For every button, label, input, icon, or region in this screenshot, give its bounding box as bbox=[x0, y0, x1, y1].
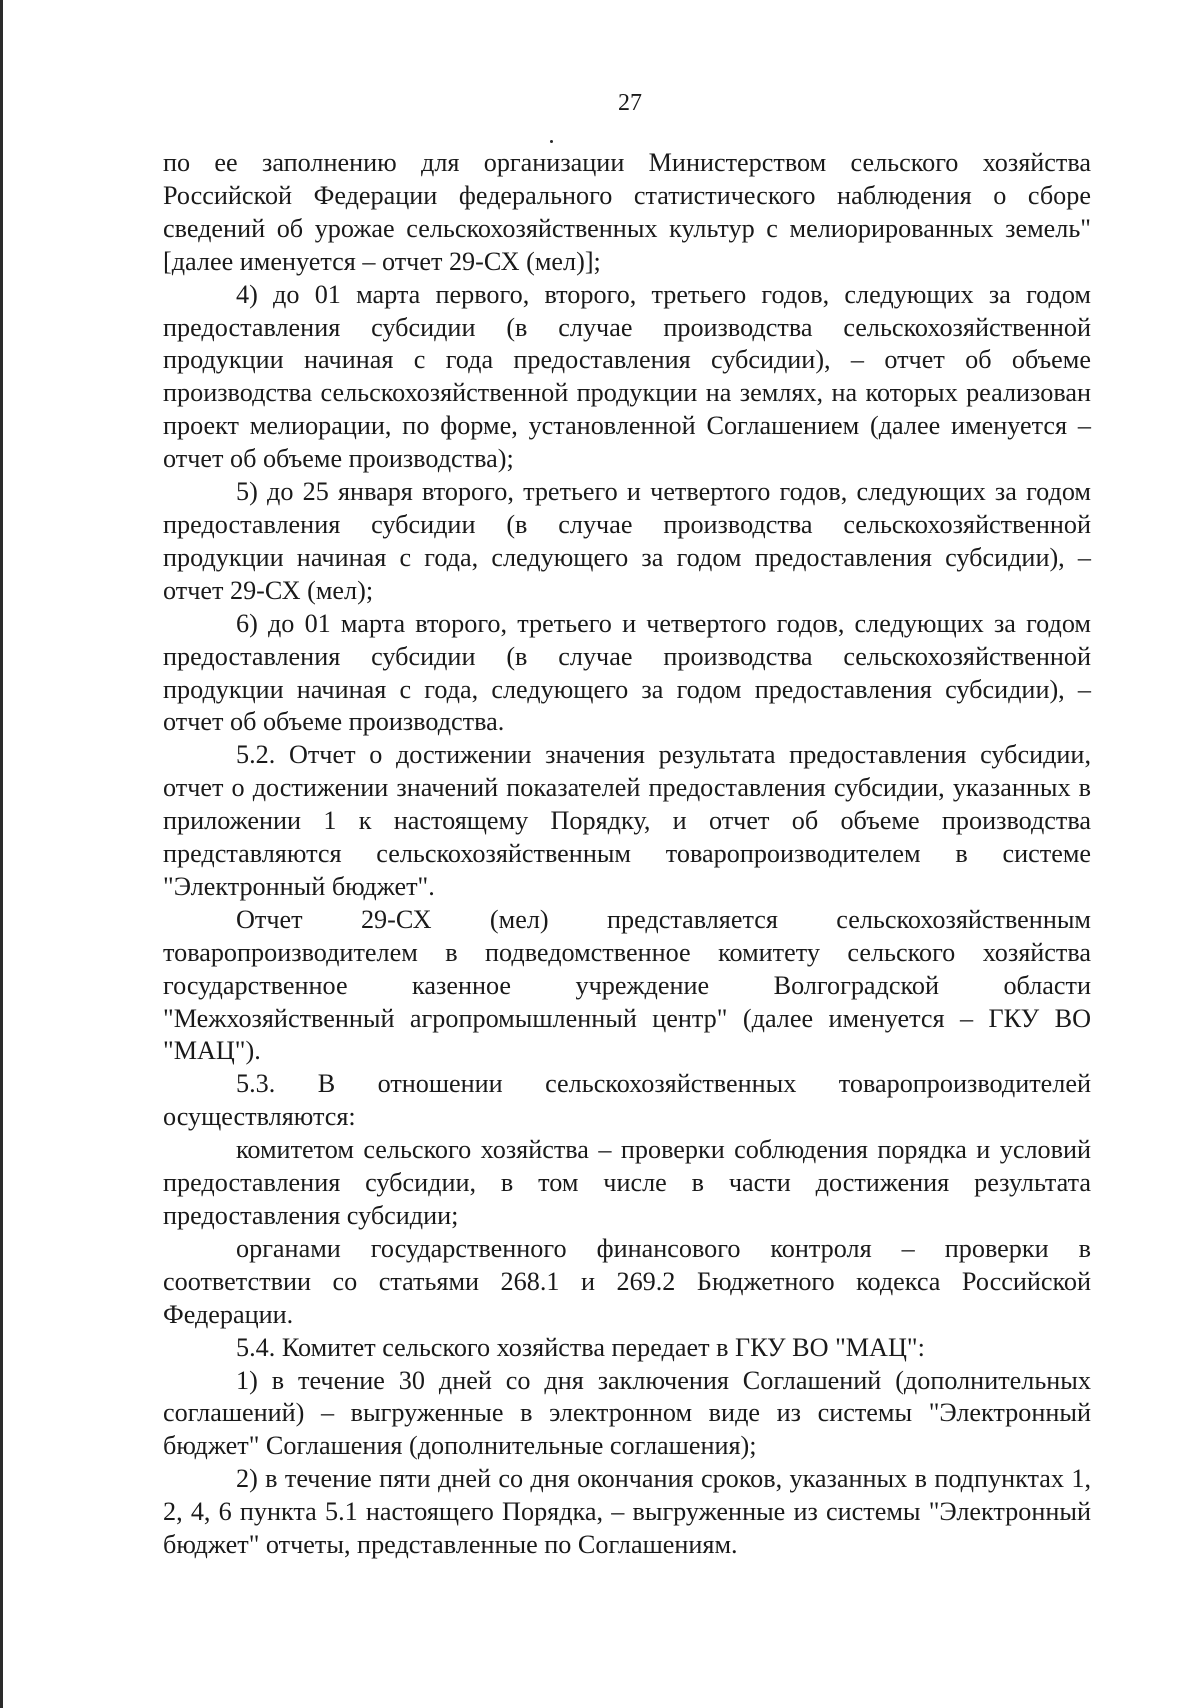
text-line: сельскохозяйственной продукции начиная с года, следующего за годом bbox=[163, 509, 1092, 572]
paragraph-5-4-item-1 bbox=[163, 1365, 1091, 1464]
text-line: предоставления субсидии), – отчет 29-СХ (мел); bbox=[163, 542, 1091, 605]
text-line: "Электронный бюджет" Соглашения (дополнительные соглашения); bbox=[163, 1398, 1092, 1461]
text-line: и условий предоставления субсидии, в том числе в части достижения bbox=[163, 1135, 1091, 1198]
text-line: 2) в течение пяти дней со дня окончания сроков, указанных bbox=[236, 1464, 908, 1494]
paragraph-item-6 bbox=[163, 608, 1091, 740]
paragraph-committee-checks bbox=[163, 1134, 1091, 1233]
text-line: по Соглашениям. bbox=[544, 1530, 738, 1560]
text-line: сведений об урожае сельскохозяйственных культур с мелиорированных bbox=[163, 213, 994, 243]
text-line: 5) до 25 января второго, третьего и четвертого годов, следующих bbox=[236, 477, 986, 507]
scan-speck bbox=[550, 140, 553, 143]
text-line: на которых реализован проект мелиорации, по форме, установленной bbox=[163, 378, 1092, 441]
paragraph-5-4 bbox=[163, 1332, 1091, 1365]
text-line: 5.2. Отчет о достижении значения результата предоставления bbox=[236, 740, 967, 770]
text-line: товаропроизводителем в подведомственное комитету сельского хозяйства bbox=[163, 937, 1091, 967]
text-line: 6) до 01 марта второго, третьего и четвертого годов, следующих bbox=[236, 608, 984, 638]
scan-edge bbox=[0, 0, 3, 1708]
text-line: за годом предоставления субсидии (в случае производства bbox=[163, 477, 1092, 539]
text-line: из системы "Электронный бюджет" отчеты, представленные bbox=[163, 1497, 1091, 1560]
text-line: в подпунктах 1, 2, 4, 6 пункта 5.1 настоящего Порядка, – выгруженные bbox=[163, 1464, 1091, 1527]
paragraph-continuation bbox=[163, 147, 1091, 279]
text-line: Отчет 29-СХ (мел) представляется сельскохозяйственным bbox=[236, 904, 1091, 934]
text-line: соглашений) – выгруженные в электронном виде из системы bbox=[163, 1398, 913, 1428]
text-line: сельскохозяйственной продукции начиная с года, следующего за годом bbox=[163, 641, 1092, 704]
text-line: 5.4. Комитет сельского хозяйства передает в ГКУ ВО "МАЦ": bbox=[236, 1332, 925, 1362]
text-line: результата предоставления субсидии; bbox=[163, 1168, 1091, 1230]
text-line: осуществляются: bbox=[163, 1102, 356, 1132]
text-line: предоставления субсидии (в случае производства сельскохозяйственной bbox=[163, 312, 1091, 342]
page-number: 27 bbox=[618, 90, 642, 116]
document-body bbox=[163, 147, 1091, 1562]
text-line: Российской Федерации федерального статистического наблюдения о сборе bbox=[163, 180, 1091, 210]
paragraph-financial-control bbox=[163, 1233, 1091, 1332]
text-line: Федерации. bbox=[163, 1299, 294, 1329]
text-line: 1) в течение 30 дней со дня заключения Соглашений (дополнительных bbox=[236, 1365, 1091, 1395]
text-line: ГКУ ВО "МАЦ"). bbox=[163, 1003, 1091, 1066]
text-line: продукции начиная с года предоставления субсидии), – отчет bbox=[163, 345, 945, 375]
text-line: в соответствии со статьями 268.1 и 269.2 Бюджетного кодекса Российской bbox=[163, 1233, 1092, 1296]
text-line: органами государственного финансового контроля – проверки bbox=[236, 1233, 1049, 1263]
paragraph-5-3 bbox=[163, 1068, 1091, 1134]
paragraph-5-4-item-2 bbox=[163, 1463, 1091, 1562]
paragraph-item-5 bbox=[163, 476, 1091, 608]
text-line: субсидии, отчет о достижении значений показателей предоставления bbox=[163, 740, 1091, 803]
text-line: государственное казенное учреждение Волгоградской области bbox=[163, 970, 1091, 1000]
text-line: 5.3. В отношении сельскохозяйственных товаропроизводителей bbox=[236, 1069, 1091, 1099]
text-line: "Межхозяйственный агропромышленный центр" (далее именуется – bbox=[163, 1003, 974, 1033]
paragraph-item-4 bbox=[163, 279, 1091, 476]
text-line: об объеме производства представляются сельскохозяйственным bbox=[163, 806, 1092, 869]
text-line: по ее заполнению для организации Министерством сельского хозяйства bbox=[163, 148, 1091, 177]
text-line: Соглашением (далее именуется – отчет об объеме производства); bbox=[163, 411, 1092, 474]
text-line: 4) до 01 марта первого, второго, третьего годов, следующих за годом bbox=[236, 279, 1091, 309]
text-line: земель" [далее именуется – отчет 29-СХ (мел)]; bbox=[163, 213, 1091, 276]
text-line: об объеме производства сельскохозяйственной продукции на землях, bbox=[163, 345, 1091, 408]
paragraph-5-2 bbox=[163, 739, 1091, 904]
text-line: комитетом сельского хозяйства – проверки соблюдения порядка bbox=[236, 1135, 967, 1165]
text-line: товаропроизводителем в системе "Электронный бюджет". bbox=[163, 839, 1092, 901]
paragraph-report-29-sh bbox=[163, 904, 1091, 1069]
text-line: предоставления субсидии), – отчет об объеме производства. bbox=[163, 674, 1091, 737]
text-line: субсидии, указанных в приложении 1 к настоящему Порядку, и отчет bbox=[163, 773, 1092, 836]
text-line: за годом предоставления субсидии (в случае производства bbox=[163, 608, 1092, 671]
